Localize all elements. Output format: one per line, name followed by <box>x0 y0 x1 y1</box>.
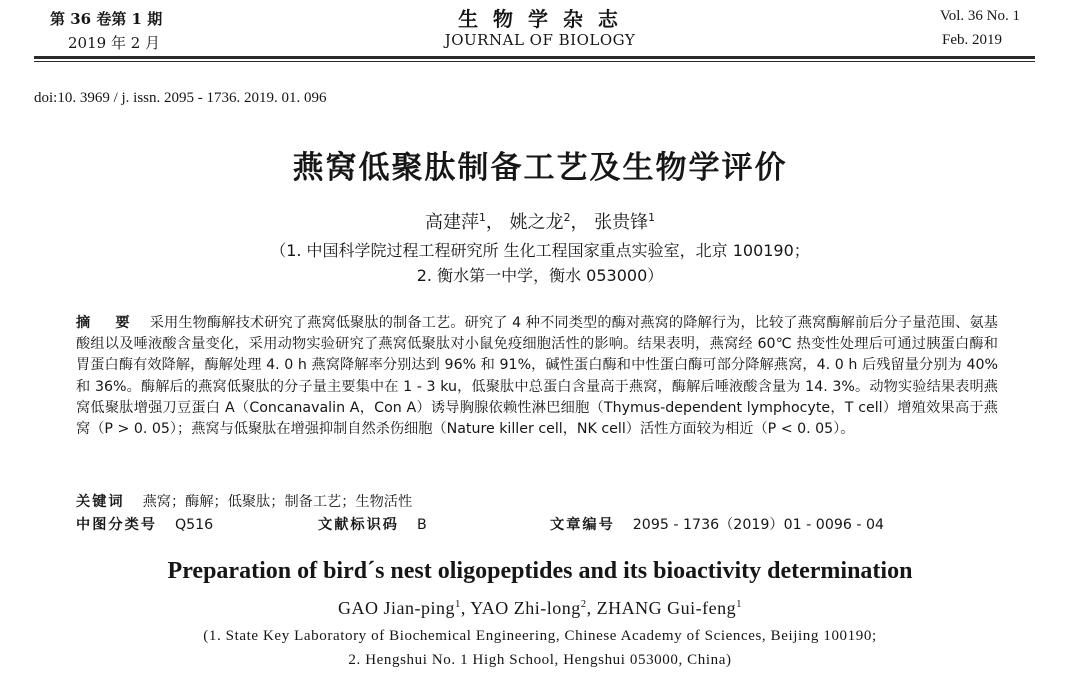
author-name: 高建萍 <box>424 212 479 233</box>
author-affiliation-mark: 2 <box>580 598 587 610</box>
keywords-label: 关键词 <box>76 494 125 510</box>
author-name: YAO Zhi-long <box>470 598 581 618</box>
author-separator: , <box>460 598 471 618</box>
abstract-text: 采用生物酶解技术研究了燕窝低聚肽的制备工艺。研究了 4 种不同类型的酶对燕窝的降解行为，比较了燕窝酶解前后分子量范围、氨基酸组以及唾液酸含量变化，采用动物实验研究了燕窝低聚肽对小鼠免疫细胞活性的影响。结果表明，燕窝经 60℃ 热变性处理后可通过胰蛋白酶和胃蛋白酶有效降解，酶解处理 4. 0 h 燕窝降解率分别达到 96% 和 91%，碱性蛋白酶和中性蛋白酶可部分降解燕窝，4. 0 h 后残留量分别为 40% 和 36%。酶解后的燕窝低聚肽的分子量主要集中在 1 - 3 ku，低聚肽中总蛋白含量高于燕窝，酶解后唾液酸含量为 14. 3%。动物实验结果表明燕窝低聚肽增强刀豆蛋白 A（Concanavalin A，Con A）诱导胸腺依赖性淋巴细胞（Thymus-dependent lymphocyte，T cell）增殖效果高于燕窝（P > 0. 05）；燕窝与低聚肽在增强抑制自然杀伤细胞（Nature killer cell，NK cell）活性方面较为相近（P < 0. 05）。 <box>76 315 998 438</box>
header-rule-thick <box>34 56 1035 59</box>
article-title-en: Preparation of bird´s nest oligopeptides and its bioactivity determination <box>167 558 913 584</box>
header-rule-thin <box>34 61 1035 62</box>
document-code-value: B <box>416 517 427 533</box>
authors-en <box>200 598 880 619</box>
publication-date-cn: 2019 年 2 月 <box>68 34 161 52</box>
volume-issue: 第 36 卷第 1 期 <box>50 10 163 28</box>
author-affiliation-mark: 1 <box>478 211 486 224</box>
author-separator: ， <box>485 212 504 233</box>
author-name: 姚之龙 <box>509 212 564 233</box>
affiliation-cn-line: 2. 衡水第一中学，衡水 053000） <box>416 266 664 285</box>
affiliation-en-line: (1. State Key Laboratory of Biochemical Engineering, Chinese Academy of Sciences, Beijing 100190; <box>203 628 877 644</box>
author-affiliation-mark: 1 <box>648 211 656 224</box>
article-id <box>550 514 884 534</box>
clc-value: Q516 <box>174 517 214 533</box>
clc-label: 中图分类号 <box>76 517 157 533</box>
keywords <box>76 491 412 511</box>
abstract <box>76 313 998 440</box>
author-name: GAO Jian-ping <box>337 598 455 618</box>
author-affiliation-mark: 1 <box>736 598 743 610</box>
clc-number <box>76 514 213 534</box>
publication-date-en: Feb. 2019 <box>942 32 1002 48</box>
affiliation-en-line: 2. Hengshui No. 1 High School, Hengshui 053000, China) <box>348 652 732 668</box>
volume-issue-en: Vol. 36 No. 1 <box>939 8 1020 24</box>
article-title-cn: 燕窝低聚肽制备工艺及生物学评价 <box>292 150 788 186</box>
article-id-value: 2095 - 1736（2019）01 - 0096 - 04 <box>632 517 885 533</box>
affiliation-cn-line: （1. 中国科学院过程工程研究所 生化工程国家重点实验室，北京 100190； <box>270 241 810 260</box>
author-separator: ， <box>570 212 589 233</box>
abstract-label: 摘 要 <box>76 315 140 331</box>
author-name: 张贵锋 <box>594 212 649 233</box>
author-affiliation-mark: 2 <box>563 211 571 224</box>
document-code-label: 文献标识码 <box>318 517 399 533</box>
document-code <box>318 514 427 534</box>
journal-name-cn: 生 物 学 杂 志 <box>458 7 622 31</box>
authors-cn <box>300 208 780 234</box>
author-affiliation-mark: 1 <box>454 598 461 610</box>
author-name: ZHANG Gui-feng <box>596 598 737 618</box>
author-separator: , <box>586 598 597 618</box>
doi: doi:10. 3969 / j. issn. 2095 - 1736. 2019. 01. 096 <box>34 90 327 106</box>
journal-name-en: JOURNAL OF BIOLOGY <box>444 31 636 49</box>
keywords-text: 燕窝；酶解；低聚肽；制备工艺；生物活性 <box>142 494 413 510</box>
article-id-label: 文章编号 <box>550 517 615 533</box>
